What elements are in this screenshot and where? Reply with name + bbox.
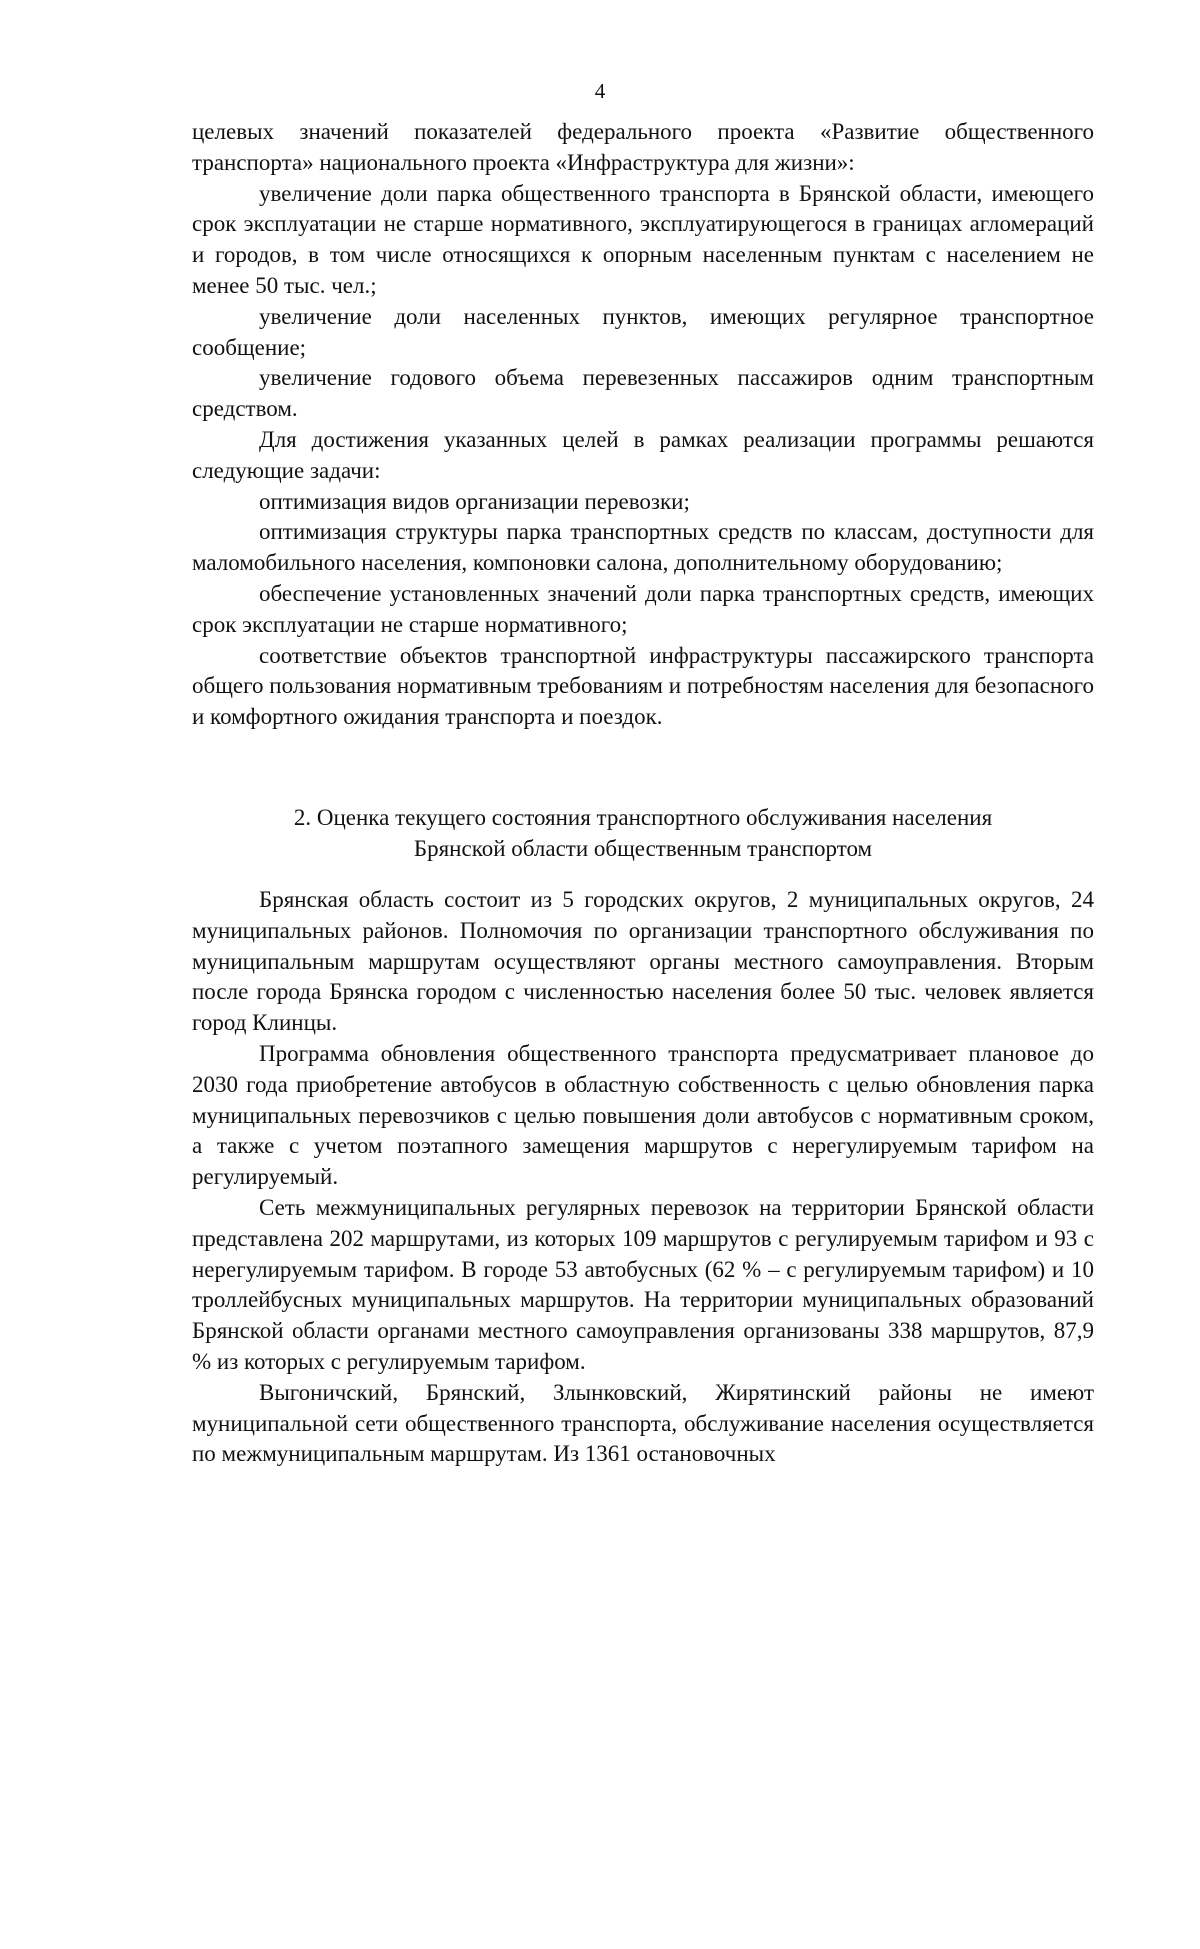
paragraph: Сеть межмуниципальных регулярных перевозок на территории Брянской области представлена 202 маршрутами, из которых 109 маршрутов с регулируемым тарифом и 93 с нерегулируемым тарифом. В городе 53 автобусных (62 % – с регулируемым тарифом) и 10 троллейбусных муниципальных маршрутов. На территории муниципальных образований Брянской области органами местного самоуправления организованы 338 маршрутов, 87,9 % из которых с регулируемым тарифом.: [192, 1194, 1094, 1374]
heading-line: Брянской области общественным транспортом: [413, 835, 873, 861]
section-2-heading: [192, 803, 1094, 865]
paragraph: соответствие объектов транспортной инфраструктуры пассажирского транспорта общего пользования нормативным требованиям и потребностям населения для безопасного и комфортного ожидания транспорта и поездок.: [192, 642, 1094, 730]
page-number: 4: [594, 79, 606, 103]
paragraph: оптимизация видов организации перевозки;: [259, 488, 690, 514]
paragraph: увеличение доли населенных пунктов, имеющих регулярное транспортное сообщение;: [192, 303, 1094, 360]
heading-line: 2. Оценка текущего состояния транспортного обслуживания населения: [293, 805, 993, 830]
paragraph: Брянская область состоит из 5 городских округов, 2 муниципальных округов, 24 муниципальных районов. Полномочия по организации транспортного обслуживания по муниципальным маршрутам осуществляют органы местного самоуправления. Вторым после города Брянска городом с численностью населения более 50 тыс. человек является город Клинцы.: [192, 887, 1094, 1036]
paragraph: увеличение годового объема перевезенных пассажиров одним транспортным средством.: [192, 365, 1094, 422]
paragraph: Для достижения указанных целей в рамках реализации программы решаются следующие задачи:: [192, 426, 1094, 483]
section-2-text: [192, 885, 1094, 1470]
paragraph: оптимизация структуры парка транспортных средств по классам, доступности для маломобильного населения, компоновки салона, дополнительному оборудованию;: [192, 519, 1094, 576]
paragraph: Выгоничский, Брянский, Злынковский, Жирятинский районы не имеют муниципальной сети общественного транспорта, обслуживание населения осуществляется по межмуниципальным маршрутам. Из 1361 остановочных: [192, 1379, 1094, 1467]
paragraph: Программа обновления общественного транспорта предусматривает плановое до 2030 года приобретение автобусов в областную собственность с целью обновления парка муниципальных перевозчиков с целью повышения доли автобусов с нормативным сроком, а также с учетом поэтапного замещения маршрутов с нерегулируемым тарифом на регулируемый.: [192, 1040, 1094, 1190]
section-1-text: [192, 117, 1094, 733]
paragraph: увеличение доли парка общественного транспорта в Брянской области, имеющего срок эксплуатации не старше нормативного, эксплуатирующегося в границах агломераций и городов, в том числе относящихся к опорным населенным пунктам с населением не менее 50 тыс. чел.;: [192, 180, 1094, 298]
paragraph: целевых значений показателей федерального проекта «Развитие общественного транспорта» национального проекта «Инфраструктура для жизни»:: [192, 119, 1094, 175]
paragraph: обеспечение установленных значений доли парка транспортных средств, имеющих срок эксплуатации не старше нормативного;: [192, 580, 1094, 637]
